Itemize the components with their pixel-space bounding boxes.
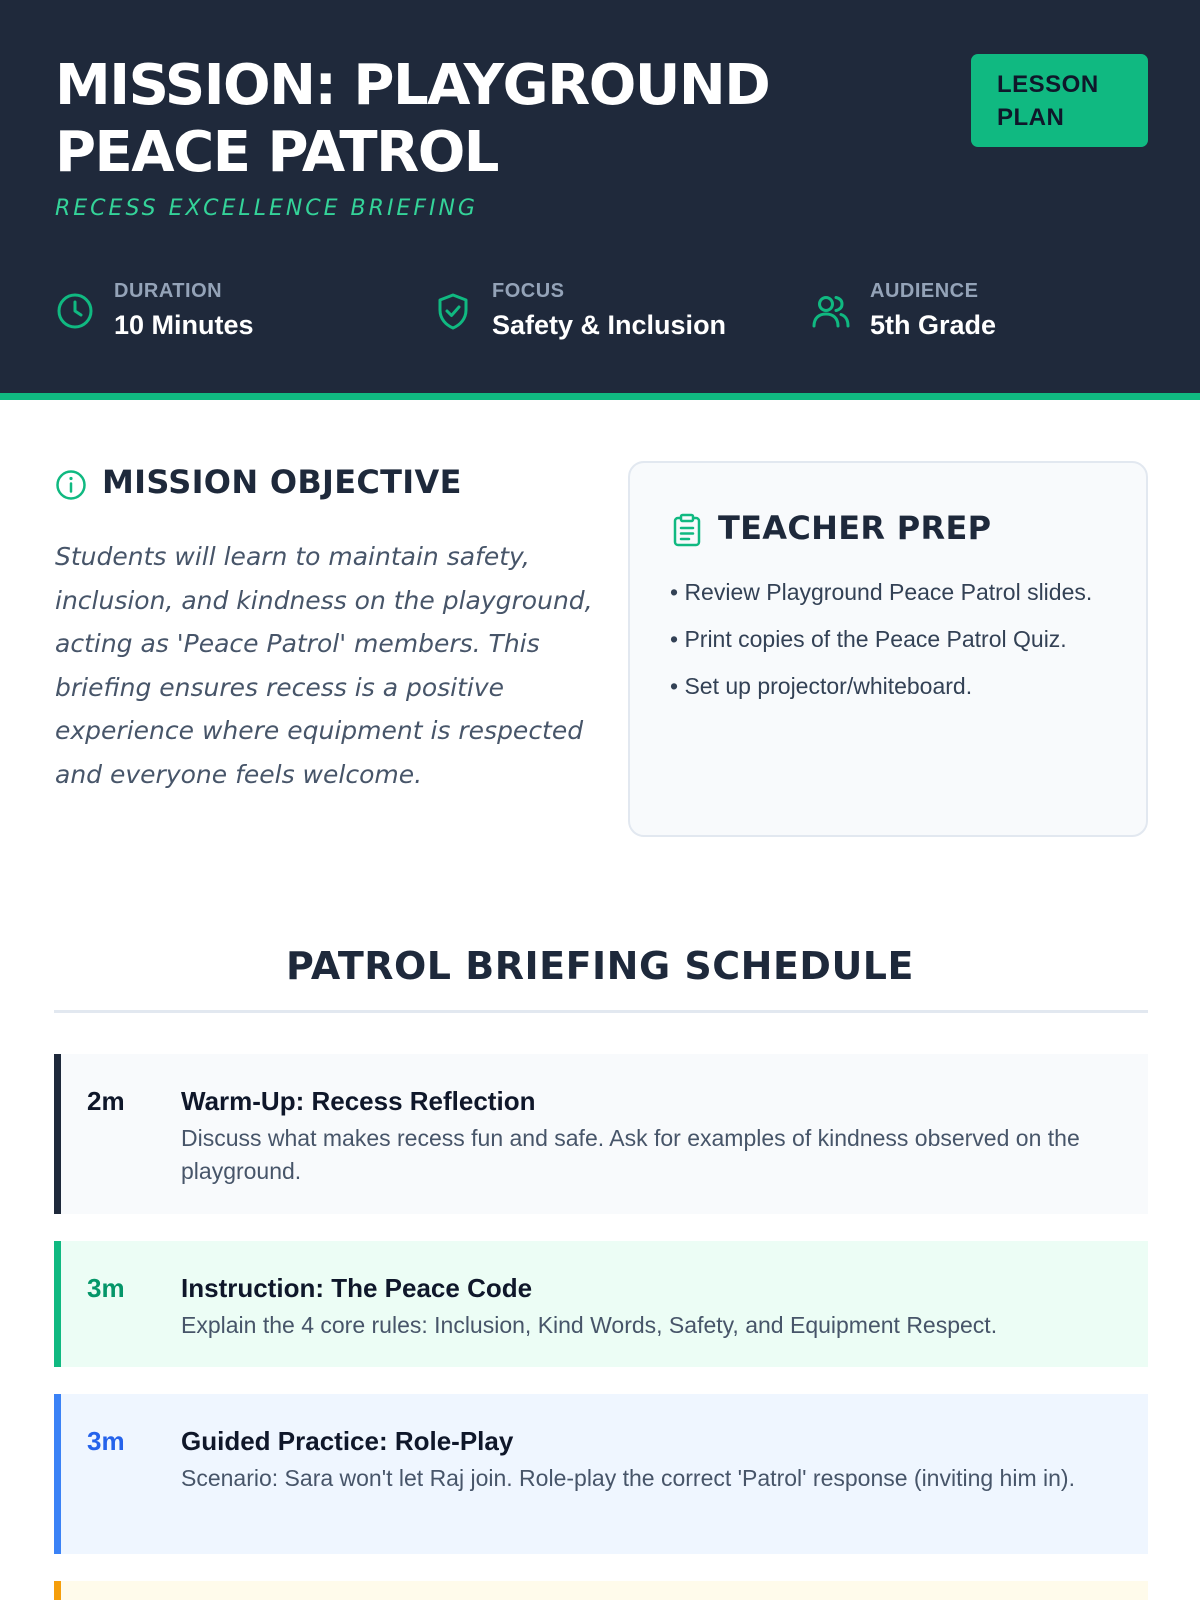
badge-line-2: PLAN	[997, 104, 1065, 131]
list-item: • Print copies of the Peace Patrol Quiz.	[670, 626, 1067, 652]
step-description: Discuss what makes recess fun and safe. Ask for examples of kindness observed on the playground.	[181, 1125, 1080, 1184]
step-description: Explain the 4 core rules: Inclusion, Kind Words, Safety, and Equipment Respect.	[181, 1312, 998, 1338]
step-duration: 3m	[87, 1426, 125, 1456]
schedule-step-next	[54, 1581, 1148, 1600]
title-line-2: PEACE PATROL	[55, 120, 498, 185]
header-banner	[0, 0, 1200, 400]
meta-value: 10 Minutes	[114, 310, 254, 340]
schedule-heading: PATROL BRIEFING SCHEDULE	[286, 944, 914, 988]
teacher-prep-heading-text: TEACHER PREP	[718, 509, 992, 547]
badge-line-1: LESSON	[997, 71, 1099, 98]
step-title: Warm-Up: Recess Reflection	[181, 1086, 536, 1116]
shield-check-icon	[433, 291, 473, 331]
page-subtitle: RECESS EXCELLENCE BRIEFING	[55, 196, 478, 221]
info-icon	[55, 469, 87, 501]
schedule-step-instruction	[54, 1241, 1148, 1367]
clock-icon	[55, 291, 95, 331]
objective-text: Students will learn to maintain safety, inclusion, and kindness on the playground, acting as 'Peace Patrol' members. This briefing ensures recess is a positive experience where equipment is respected and everyone feels welcome.	[55, 542, 593, 789]
step-title: Instruction: The Peace Code	[181, 1273, 533, 1303]
step-duration: 2m	[87, 1086, 125, 1116]
list-item: • Review Playground Peace Patrol slides.	[670, 579, 1093, 605]
schedule-step-warm-up	[54, 1054, 1148, 1214]
meta-label: FOCUS	[492, 280, 565, 302]
meta-duration	[55, 280, 375, 340]
meta-value: 5th Grade	[870, 310, 997, 340]
teacher-prep-list	[670, 576, 1120, 717]
users-icon	[811, 291, 851, 331]
meta-audience	[811, 280, 1131, 340]
list-item: • Set up projector/whiteboard.	[670, 673, 973, 699]
step-title: Guided Practice: Role-Play	[181, 1426, 514, 1456]
meta-label: AUDIENCE	[870, 280, 979, 302]
schedule-step-guided-practice	[54, 1394, 1148, 1554]
meta-label: DURATION	[114, 280, 223, 302]
clipboard-icon	[672, 513, 702, 547]
lesson-plan-badge	[971, 54, 1148, 147]
title-line-1: MISSION: PLAYGROUND	[55, 53, 770, 118]
step-description: Scenario: Sara won't let Raj join. Role-play the correct 'Patrol' response (inviting him in).	[181, 1465, 1075, 1491]
divider	[54, 1010, 1148, 1013]
objective-heading-text: MISSION OBJECTIVE	[102, 463, 462, 501]
meta-value: Safety & Inclusion	[492, 310, 727, 340]
page-title	[55, 52, 875, 186]
teacher-prep-card	[628, 461, 1148, 837]
step-duration: 3m	[87, 1273, 125, 1303]
meta-focus	[433, 280, 773, 340]
